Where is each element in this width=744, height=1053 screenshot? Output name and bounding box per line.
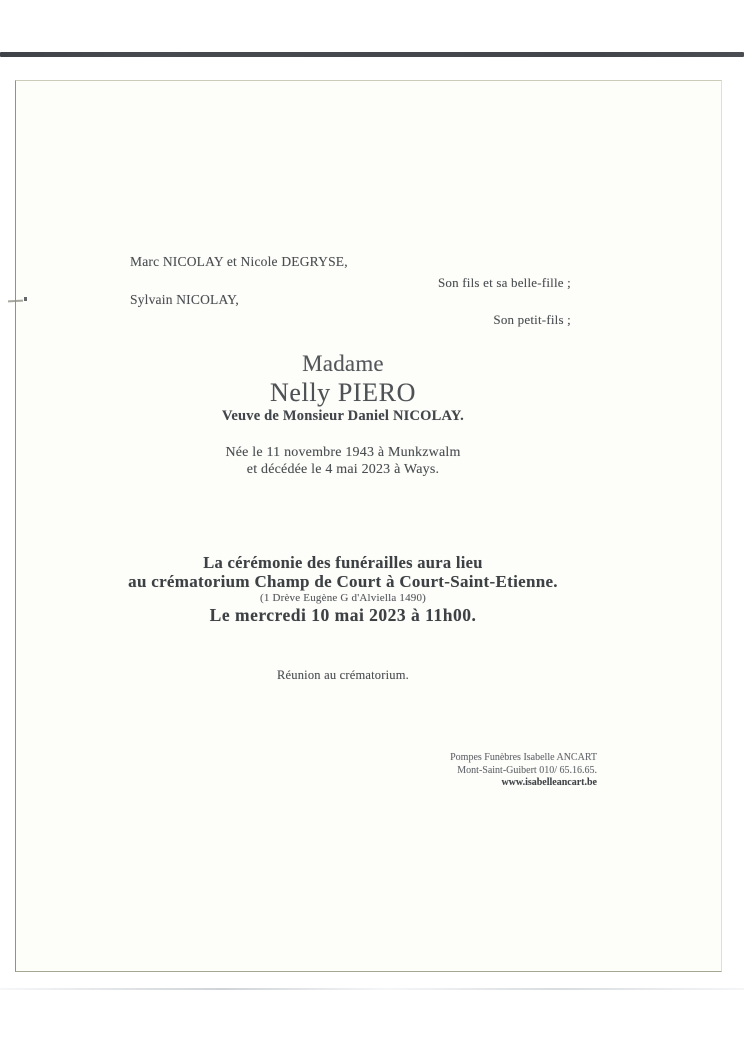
ceremony-line-2: au crématorium Champ de Court à Court-Saint-Etienne. bbox=[128, 572, 558, 591]
ceremony-block bbox=[88, 553, 598, 625]
deceased-block bbox=[88, 350, 598, 478]
ceremony-line-1: La cérémonie des funérailles aura lieu bbox=[203, 553, 483, 572]
relative-name-2: Sylvain NICOLAY, bbox=[130, 292, 239, 307]
deceased-name: Nelly PIERO bbox=[270, 378, 416, 407]
announcement-card bbox=[15, 80, 722, 972]
scan-shadow-line bbox=[0, 988, 744, 990]
funeral-home-phone: Mont-Saint-Guibert 010/ 65.16.65. bbox=[457, 764, 597, 776]
deceased-birth-line: Née le 11 novembre 1943 à Munkzwalm bbox=[225, 445, 461, 460]
deceased-death-line: et décédée le 4 mai 2023 à Ways. bbox=[246, 462, 440, 477]
relative-relation-2: Son petit-fils ; bbox=[493, 312, 571, 327]
meeting-note: Réunion au crématorium. bbox=[277, 668, 409, 682]
deceased-title: Madame bbox=[302, 351, 384, 376]
deceased-widow-line: Veuve de Monsieur Daniel NICOLAY. bbox=[222, 408, 464, 424]
funeral-home-website: www.isabelleancart.be bbox=[501, 777, 597, 788]
relative-relation-1: Son fils et sa belle-fille ; bbox=[437, 275, 571, 290]
ceremony-datetime: Le mercredi 10 mai 2023 à 11h00. bbox=[209, 605, 477, 625]
scanner-edge-bar bbox=[0, 52, 744, 57]
funeral-home-name: Pompes Funèbres Isabelle ANCART bbox=[450, 752, 597, 763]
relative-name-1: Marc NICOLAY et Nicole DEGRYSE, bbox=[130, 254, 348, 269]
ceremony-address: (1 Drève Eugène G d'Alviella 1490) bbox=[259, 592, 427, 604]
funeral-home-block bbox=[450, 752, 597, 790]
scan-artifact-dot bbox=[24, 297, 27, 301]
